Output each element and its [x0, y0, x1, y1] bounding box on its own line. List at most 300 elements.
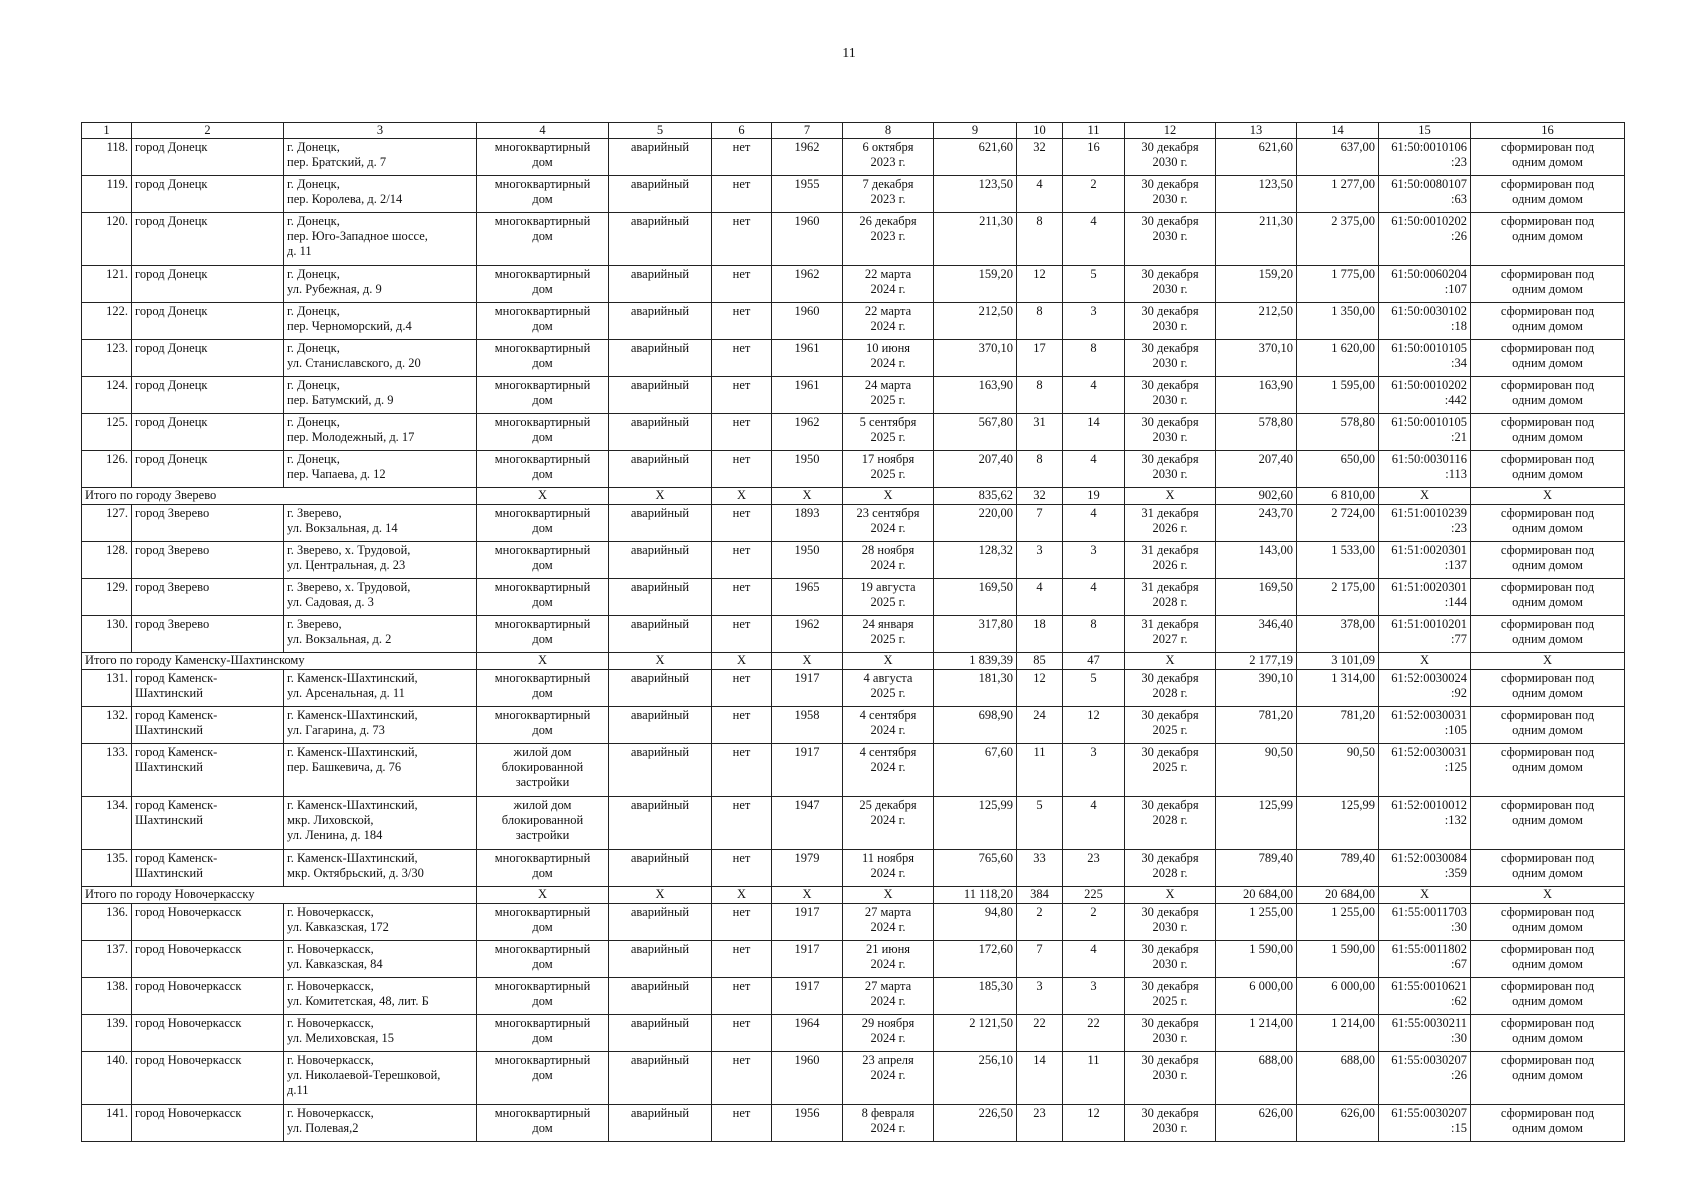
table-cell: 125,99 [1216, 797, 1297, 850]
table-cell: 90,50 [1297, 744, 1379, 797]
table-cell: 123,50 [1216, 176, 1297, 213]
table-cell: нет [712, 670, 772, 707]
table-cell: 23 апреля 2024 г. [843, 1052, 934, 1105]
table-cell: 765,60 [934, 850, 1017, 887]
table-cell: 120. [82, 213, 132, 266]
table-cell: 129. [82, 579, 132, 616]
table-cell: г. Зверево, х. Трудовой, ул. Садовая, д. 3 [284, 579, 477, 616]
table-cell: аварийный [609, 1052, 712, 1105]
table-cell: 1 214,00 [1297, 1015, 1379, 1052]
table-cell: нет [712, 303, 772, 340]
subtotal-cell: 32 [1017, 488, 1063, 505]
table-cell: нет [712, 340, 772, 377]
table-cell: город Зверево [132, 505, 284, 542]
table-cell: г. Зверево, х. Трудовой, ул. Центральная, д. 23 [284, 542, 477, 579]
subtotal-cell: 835,62 [934, 488, 1017, 505]
column-header: 8 [843, 123, 934, 139]
table-cell: 31 декабря 2026 г. [1125, 505, 1216, 542]
table-cell: г. Каменск-Шахтинский, пер. Башкевича, д. 76 [284, 744, 477, 797]
table-cell: многоквартирный дом [477, 505, 609, 542]
table-row [82, 505, 1625, 542]
subtotal-cell: Х [712, 653, 772, 670]
table-cell: нет [712, 377, 772, 414]
table-cell: 30 декабря 2028 г. [1125, 797, 1216, 850]
table-cell: 1917 [772, 670, 843, 707]
subtotal-cell: Х [772, 488, 843, 505]
table-cell: город Каменск- Шахтинский [132, 707, 284, 744]
table-cell: 1964 [772, 1015, 843, 1052]
table-cell: г. Новочеркасск, ул. Мелиховская, 15 [284, 1015, 477, 1052]
table-cell: аварийный [609, 670, 712, 707]
table-cell: 2 121,50 [934, 1015, 1017, 1052]
table-cell: 1955 [772, 176, 843, 213]
table-cell: 61:55:0010621 :62 [1379, 978, 1471, 1015]
table-cell: 118. [82, 139, 132, 176]
table-cell: аварийный [609, 850, 712, 887]
table-cell: 169,50 [1216, 579, 1297, 616]
table-cell: 127. [82, 505, 132, 542]
table-cell: аварийный [609, 505, 712, 542]
table-cell: аварийный [609, 542, 712, 579]
table-cell: сформирован под одним домом [1471, 1015, 1625, 1052]
subtotal-cell: Х [609, 488, 712, 505]
table-cell: сформирован под одним домом [1471, 505, 1625, 542]
table-cell: 12 [1063, 707, 1125, 744]
table-cell: 61:50:0080107 :63 [1379, 176, 1471, 213]
subtotal-cell: Х [477, 887, 609, 904]
table-cell: 6 000,00 [1216, 978, 1297, 1015]
table-cell: 30 декабря 2030 г. [1125, 213, 1216, 266]
table-cell: 3 [1063, 978, 1125, 1015]
table-cell: 30 декабря 2028 г. [1125, 850, 1216, 887]
table-cell: многоквартирный дом [477, 213, 609, 266]
subtotal-cell: 20 684,00 [1216, 887, 1297, 904]
table-cell: 1958 [772, 707, 843, 744]
table-cell: многоквартирный дом [477, 414, 609, 451]
table-cell: 23 [1017, 1105, 1063, 1142]
table-cell: 30 декабря 2025 г. [1125, 707, 1216, 744]
table-cell: 61:52:0030031 :105 [1379, 707, 1471, 744]
subtotal-cell: Х [843, 887, 934, 904]
table-cell: 123,50 [934, 176, 1017, 213]
table-cell: сформирован под одним домом [1471, 542, 1625, 579]
column-header: 14 [1297, 123, 1379, 139]
table-row [82, 707, 1625, 744]
table-row [82, 850, 1625, 887]
table-cell: 24 марта 2025 г. [843, 377, 934, 414]
table-cell: 17 [1017, 340, 1063, 377]
table-cell: многоквартирный дом [477, 1105, 609, 1142]
table-cell: аварийный [609, 451, 712, 488]
table-cell: 28 ноября 2024 г. [843, 542, 934, 579]
table-cell: нет [712, 797, 772, 850]
table-cell: 1 595,00 [1297, 377, 1379, 414]
table-cell: сформирован под одним домом [1471, 707, 1625, 744]
table-cell: 61:50:0010105 :34 [1379, 340, 1471, 377]
table-cell: многоквартирный дом [477, 904, 609, 941]
table-cell: 61:51:0010201 :77 [1379, 616, 1471, 653]
table-cell: 130. [82, 616, 132, 653]
table-cell: 22 марта 2024 г. [843, 266, 934, 303]
table-cell: аварийный [609, 176, 712, 213]
table-cell: 141. [82, 1105, 132, 1142]
table-row [82, 139, 1625, 176]
table-cell: аварийный [609, 941, 712, 978]
table-cell: 1962 [772, 414, 843, 451]
subtotal-row [82, 488, 1625, 505]
table-cell: 22 [1017, 1015, 1063, 1052]
table-cell: многоквартирный дом [477, 978, 609, 1015]
table-cell: город Каменск- Шахтинский [132, 744, 284, 797]
subtotal-cell: 902,60 [1216, 488, 1297, 505]
table-cell: аварийный [609, 744, 712, 797]
table-cell: 211,30 [934, 213, 1017, 266]
table-cell: 90,50 [1216, 744, 1297, 797]
subtotal-cell: 11 118,20 [934, 887, 1017, 904]
table-cell: 626,00 [1216, 1105, 1297, 1142]
table-cell: 789,40 [1216, 850, 1297, 887]
table-cell: сформирован под одним домом [1471, 670, 1625, 707]
table-cell: сформирован под одним домом [1471, 616, 1625, 653]
table-cell: 1917 [772, 978, 843, 1015]
table-cell: 61:55:0030207 :15 [1379, 1105, 1471, 1142]
table-cell: 14 [1063, 414, 1125, 451]
table-cell: 1965 [772, 579, 843, 616]
table-cell: 29 ноября 2024 г. [843, 1015, 934, 1052]
table-cell: нет [712, 1105, 772, 1142]
table-cell: г. Зверево, ул. Вокзальная, д. 2 [284, 616, 477, 653]
table-cell: 126. [82, 451, 132, 488]
column-header-row [82, 123, 1625, 139]
table-cell: 30 декабря 2025 г. [1125, 978, 1216, 1015]
table-cell: 8 [1017, 377, 1063, 414]
table-cell: 789,40 [1297, 850, 1379, 887]
table-cell: 1917 [772, 744, 843, 797]
subtotal-cell: Х [843, 653, 934, 670]
table-cell: аварийный [609, 797, 712, 850]
subtotal-label: Итого по городу Каменску-Шахтинскому [82, 653, 477, 670]
table-cell: 1917 [772, 941, 843, 978]
table-cell: г. Каменск-Шахтинский, мкр. Лиховской, ул. Ленина, д. 184 [284, 797, 477, 850]
table-cell: 1 314,00 [1297, 670, 1379, 707]
column-header: 1 [82, 123, 132, 139]
table-cell: аварийный [609, 377, 712, 414]
table-cell: жилой дом блокированной застройки [477, 797, 609, 850]
table-cell: 61:50:0010202 :26 [1379, 213, 1471, 266]
table-cell: 12 [1063, 1105, 1125, 1142]
table-cell: многоквартирный дом [477, 451, 609, 488]
column-header: 13 [1216, 123, 1297, 139]
table-cell: 4 сентября 2024 г. [843, 707, 934, 744]
table-cell: многоквартирный дом [477, 707, 609, 744]
table-cell: многоквартирный дом [477, 941, 609, 978]
table-row [82, 266, 1625, 303]
table-cell: 61:52:0030084 :359 [1379, 850, 1471, 887]
table-cell: 3 [1063, 303, 1125, 340]
table-cell: 30 декабря 2030 г. [1125, 1015, 1216, 1052]
table-cell: 30 декабря 2030 г. [1125, 266, 1216, 303]
table-cell: 121. [82, 266, 132, 303]
table-row [82, 744, 1625, 797]
table-cell: аварийный [609, 340, 712, 377]
table-cell: г. Новочеркасск, ул. Комитетская, 48, лит. Б [284, 978, 477, 1015]
table-cell: 17 ноября 2025 г. [843, 451, 934, 488]
table-cell: 61:51:0020301 :137 [1379, 542, 1471, 579]
table-cell: город Донецк [132, 176, 284, 213]
table-cell: 61:50:0030102 :18 [1379, 303, 1471, 340]
table-cell: 1 590,00 [1216, 941, 1297, 978]
table-cell: город Новочеркасск [132, 1015, 284, 1052]
table-cell: город Каменск- Шахтинский [132, 797, 284, 850]
table-cell: 207,40 [934, 451, 1017, 488]
table-cell: 31 декабря 2026 г. [1125, 542, 1216, 579]
table-cell: сформирован под одним домом [1471, 744, 1625, 797]
table-cell: 243,70 [1216, 505, 1297, 542]
table-cell: нет [712, 451, 772, 488]
table-cell: многоквартирный дом [477, 670, 609, 707]
column-header: 2 [132, 123, 284, 139]
table-cell: 14 [1017, 1052, 1063, 1105]
table-cell: 5 [1063, 670, 1125, 707]
table-cell: 22 марта 2024 г. [843, 303, 934, 340]
table-cell: сформирован под одним домом [1471, 451, 1625, 488]
table-cell: аварийный [609, 303, 712, 340]
table-cell: 578,80 [1216, 414, 1297, 451]
table-cell: 4 [1063, 213, 1125, 266]
table-cell: г. Донецк, ул. Станиславского, д. 20 [284, 340, 477, 377]
table-cell: нет [712, 744, 772, 797]
table-cell: 7 [1017, 505, 1063, 542]
subtotal-cell: Х [609, 887, 712, 904]
table-cell: аварийный [609, 616, 712, 653]
table-cell: город Донецк [132, 340, 284, 377]
table-cell: 23 [1063, 850, 1125, 887]
table-cell: г. Донецк, пер. Молодежный, д. 17 [284, 414, 477, 451]
table-cell: 6 октября 2023 г. [843, 139, 934, 176]
table-cell: 781,20 [1216, 707, 1297, 744]
table-cell: 124. [82, 377, 132, 414]
table-cell: 27 марта 2024 г. [843, 904, 934, 941]
subtotal-cell: 225 [1063, 887, 1125, 904]
table-cell: город Донецк [132, 414, 284, 451]
column-header: 10 [1017, 123, 1063, 139]
table-cell: 1961 [772, 340, 843, 377]
table-cell: город Зверево [132, 579, 284, 616]
table-cell: 212,50 [1216, 303, 1297, 340]
table-cell: 119. [82, 176, 132, 213]
table-cell: 3 [1063, 542, 1125, 579]
table-cell: 33 [1017, 850, 1063, 887]
table-cell: 138. [82, 978, 132, 1015]
table-row [82, 1105, 1625, 1142]
table-cell: 1 350,00 [1297, 303, 1379, 340]
table-cell: 133. [82, 744, 132, 797]
table-cell: 19 августа 2025 г. [843, 579, 934, 616]
table-cell: нет [712, 579, 772, 616]
table-cell: 61:52:0010012 :132 [1379, 797, 1471, 850]
table-row [82, 978, 1625, 1015]
table-cell: 256,10 [934, 1052, 1017, 1105]
table-cell: 159,20 [1216, 266, 1297, 303]
table-cell: г. Каменск-Шахтинский, ул. Арсенальная, д. 11 [284, 670, 477, 707]
column-header: 4 [477, 123, 609, 139]
table-cell: 4 [1063, 797, 1125, 850]
subtotal-cell: 1 839,39 [934, 653, 1017, 670]
table-cell: 163,90 [934, 377, 1017, 414]
table-cell: 4 [1017, 579, 1063, 616]
table-cell: 1893 [772, 505, 843, 542]
table-cell: сформирован под одним домом [1471, 978, 1625, 1015]
table-cell: 1 620,00 [1297, 340, 1379, 377]
table-cell: 11 [1063, 1052, 1125, 1105]
table-cell: 211,30 [1216, 213, 1297, 266]
table-cell: 125,99 [1297, 797, 1379, 850]
table-cell: 30 декабря 2030 г. [1125, 139, 1216, 176]
table-cell: аварийный [609, 707, 712, 744]
column-header: 5 [609, 123, 712, 139]
table-cell: 567,80 [934, 414, 1017, 451]
table-cell: 61:55:0030211 :30 [1379, 1015, 1471, 1052]
table-cell: 1950 [772, 451, 843, 488]
subtotal-cell: 3 101,09 [1297, 653, 1379, 670]
table-cell: город Донецк [132, 303, 284, 340]
table-cell: 30 декабря 2030 г. [1125, 941, 1216, 978]
table-cell: 24 [1017, 707, 1063, 744]
table-cell: 61:50:0010105 :21 [1379, 414, 1471, 451]
table-row [82, 904, 1625, 941]
table-cell: 5 [1063, 266, 1125, 303]
subtotal-cell: Х [1379, 887, 1471, 904]
subtotal-cell: 2 177,19 [1216, 653, 1297, 670]
table-cell: 650,00 [1297, 451, 1379, 488]
table-cell: 688,00 [1297, 1052, 1379, 1105]
table-cell: сформирован под одним домом [1471, 266, 1625, 303]
table-cell: г. Зверево, ул. Вокзальная, д. 14 [284, 505, 477, 542]
table-cell: 4 [1063, 451, 1125, 488]
table-cell: 220,00 [934, 505, 1017, 542]
table-cell: 2 724,00 [1297, 505, 1379, 542]
column-header: 6 [712, 123, 772, 139]
table-cell: 30 декабря 2030 г. [1125, 414, 1216, 451]
table-cell: 1960 [772, 213, 843, 266]
table-cell: сформирован под одним домом [1471, 414, 1625, 451]
table-cell: 1960 [772, 1052, 843, 1105]
table-cell: город Донецк [132, 213, 284, 266]
table-cell: сформирован под одним домом [1471, 213, 1625, 266]
table-cell: 31 декабря 2028 г. [1125, 579, 1216, 616]
table-cell: многоквартирный дом [477, 579, 609, 616]
table-cell: аварийный [609, 1105, 712, 1142]
table-cell: 1 775,00 [1297, 266, 1379, 303]
table-cell: 30 декабря 2025 г. [1125, 744, 1216, 797]
table-cell: 4 [1063, 579, 1125, 616]
table-cell: 637,00 [1297, 139, 1379, 176]
table-cell: 16 [1063, 139, 1125, 176]
column-header: 9 [934, 123, 1017, 139]
table-cell: 1960 [772, 303, 843, 340]
table-row [82, 340, 1625, 377]
table-cell: 1 255,00 [1216, 904, 1297, 941]
table-cell: 11 ноября 2024 г. [843, 850, 934, 887]
subtotal-cell: Х [1379, 488, 1471, 505]
table-cell: 1917 [772, 904, 843, 941]
table-cell: город Донецк [132, 139, 284, 176]
table-cell: 32 [1017, 139, 1063, 176]
table-cell: 131. [82, 670, 132, 707]
table-cell: 5 [1017, 797, 1063, 850]
table-cell: 1962 [772, 616, 843, 653]
table-cell: сформирован под одним домом [1471, 904, 1625, 941]
table-cell: город Новочеркасск [132, 941, 284, 978]
table-cell: 5 сентября 2025 г. [843, 414, 934, 451]
table-row [82, 213, 1625, 266]
subtotal-cell: 47 [1063, 653, 1125, 670]
table-cell: 3 [1017, 978, 1063, 1015]
table-cell: город Новочеркасск [132, 1105, 284, 1142]
table-cell: 8 [1017, 303, 1063, 340]
table-cell: 159,20 [934, 266, 1017, 303]
table-cell: аварийный [609, 1015, 712, 1052]
table-cell: нет [712, 266, 772, 303]
table-cell: 61:50:0060204 :107 [1379, 266, 1471, 303]
table-cell: 61:50:0030116 :113 [1379, 451, 1471, 488]
table-cell: 4 [1063, 377, 1125, 414]
subtotal-cell: Х [1471, 488, 1625, 505]
table-cell: нет [712, 139, 772, 176]
table-cell: многоквартирный дом [477, 303, 609, 340]
table-cell: аварийный [609, 579, 712, 616]
table-cell: 61:51:0020301 :144 [1379, 579, 1471, 616]
table-row [82, 670, 1625, 707]
table-cell: 10 июня 2024 г. [843, 340, 934, 377]
subtotal-cell: Х [1471, 887, 1625, 904]
table-cell: 12 [1017, 266, 1063, 303]
table-cell: 1 590,00 [1297, 941, 1379, 978]
table-cell: многоквартирный дом [477, 139, 609, 176]
table-cell: 139. [82, 1015, 132, 1052]
table-cell: город Донецк [132, 451, 284, 488]
subtotal-label: Итого по городу Новочеркасску [82, 887, 477, 904]
table-cell: 1962 [772, 266, 843, 303]
table-cell: 1962 [772, 139, 843, 176]
table-cell: 1 214,00 [1216, 1015, 1297, 1052]
subtotal-cell: Х [772, 653, 843, 670]
table-cell: сформирован под одним домом [1471, 377, 1625, 414]
table-cell: 123. [82, 340, 132, 377]
table-cell: 67,60 [934, 744, 1017, 797]
table-cell: нет [712, 414, 772, 451]
table-cell: 11 [1017, 744, 1063, 797]
table-cell: аварийный [609, 904, 712, 941]
table-cell: 26 декабря 2023 г. [843, 213, 934, 266]
subtotal-label: Итого по городу Зверево [82, 488, 477, 505]
table-cell: город Зверево [132, 542, 284, 579]
table-cell: многоквартирный дом [477, 340, 609, 377]
table-cell: сформирован под одним домом [1471, 797, 1625, 850]
table-cell: нет [712, 213, 772, 266]
table-cell: 2 375,00 [1297, 213, 1379, 266]
subtotal-cell: Х [712, 488, 772, 505]
table-cell: сформирован под одним домом [1471, 579, 1625, 616]
table-row [82, 797, 1625, 850]
table-row [82, 377, 1625, 414]
table-cell: 61:55:0011703 :30 [1379, 904, 1471, 941]
table-cell: г. Новочеркасск, ул. Кавказская, 84 [284, 941, 477, 978]
table-cell: г. Донецк, пер. Батумский, д. 9 [284, 377, 477, 414]
table-cell: город Каменск- Шахтинский [132, 850, 284, 887]
table-cell: нет [712, 850, 772, 887]
subtotal-cell: 6 810,00 [1297, 488, 1379, 505]
